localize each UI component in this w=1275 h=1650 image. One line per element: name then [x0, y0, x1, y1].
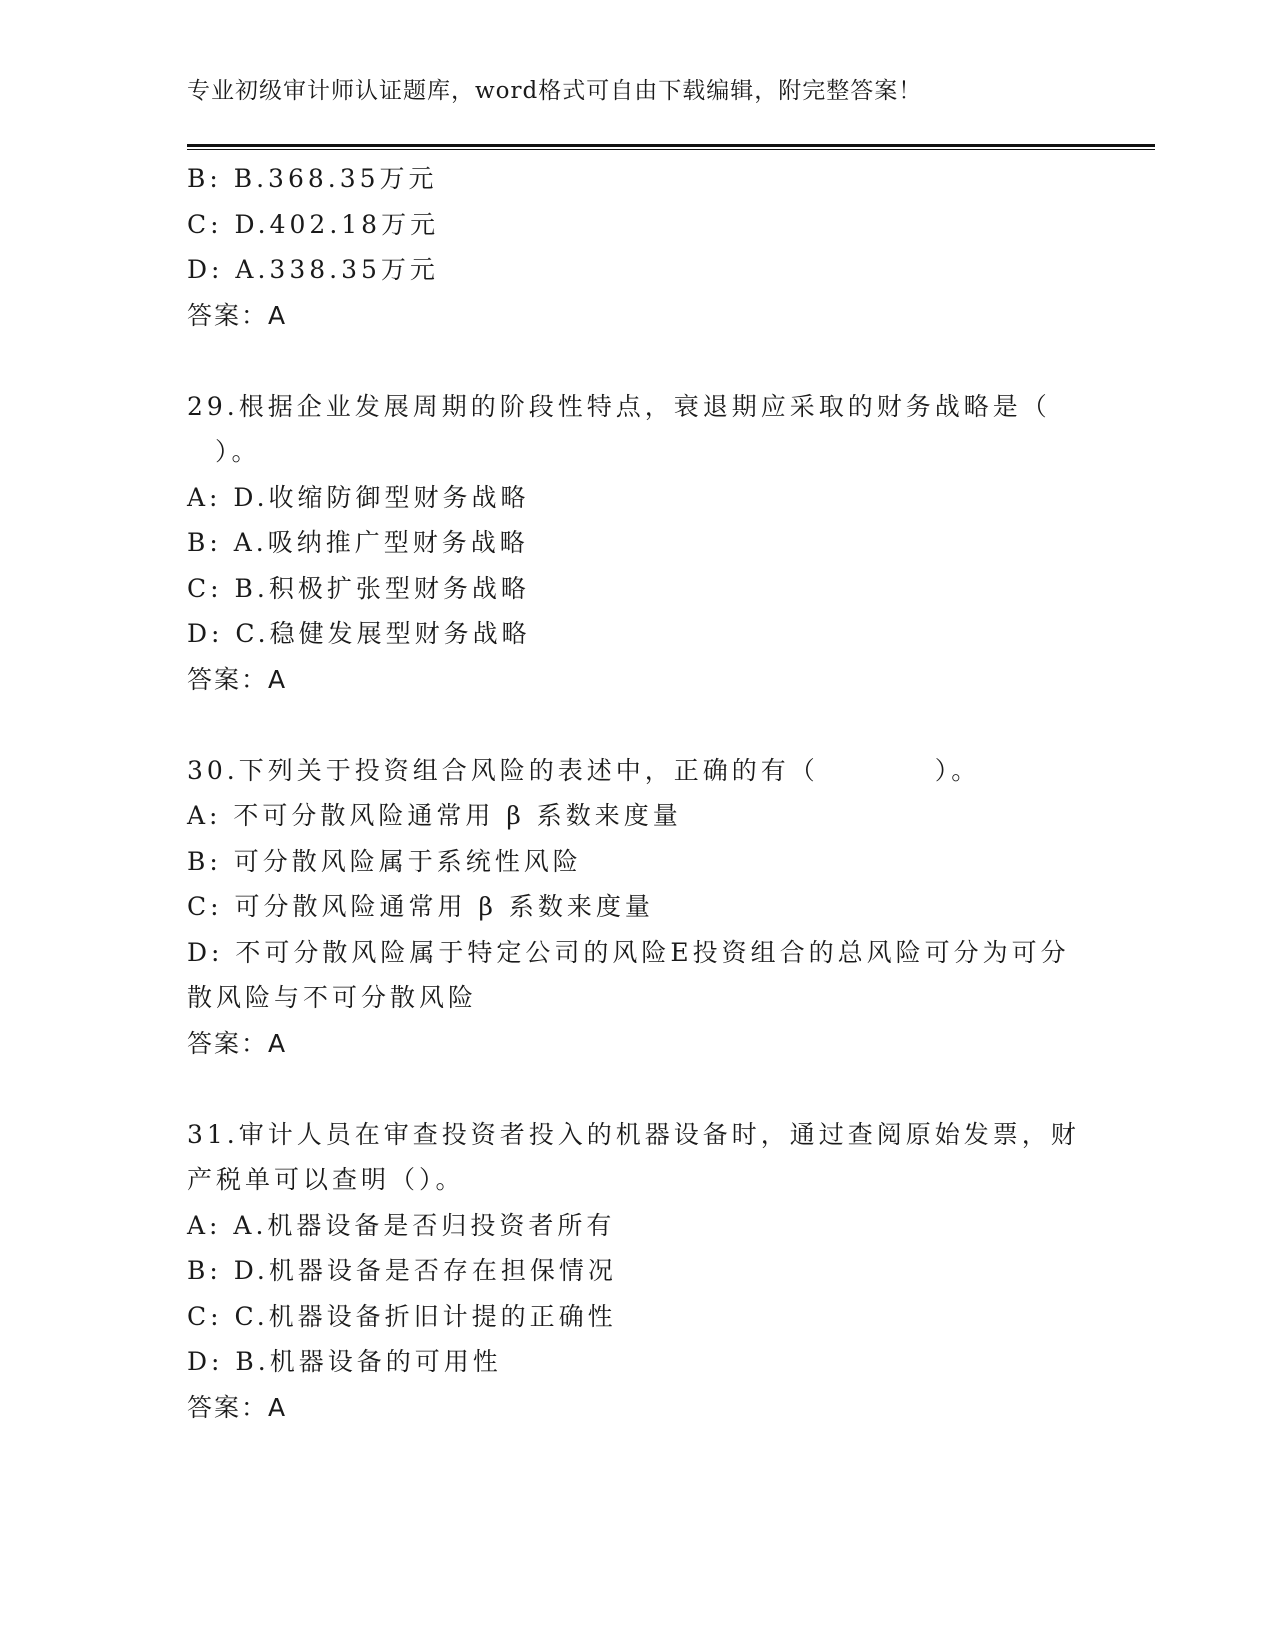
- option-line: C: 可分散风险通常用 β 系数来度量: [187, 892, 654, 921]
- question-stem: 31.审计人员在审查投资者投入的机器设备时，通过查阅原始发票，财: [187, 1119, 1080, 1149]
- answer-line: 答案：A: [187, 300, 288, 330]
- block-gap: [187, 338, 1087, 384]
- question-content: [187, 156, 1087, 1430]
- answer-line: 答案：A: [187, 664, 288, 694]
- question-block-30: [187, 748, 1087, 1067]
- block-gap: [187, 702, 1087, 748]
- option-line: A: 不可分散风险通常用 β 系数来度量: [187, 801, 682, 830]
- option-line: D: B.机器设备的可用性: [187, 1347, 502, 1376]
- option-line: A: A.机器设备是否归投资者所有: [187, 1210, 616, 1240]
- question-block-31: [187, 1112, 1087, 1431]
- question-stem: 29.根据企业发展周期的阶段性特点，衰退期应采取的财务战略是（: [187, 391, 1051, 421]
- option-line: C: C.机器设备折旧计提的正确性: [187, 1301, 617, 1331]
- option-line: B: B.368.35万元: [187, 164, 438, 193]
- option-line: C: D.402.18万元: [187, 209, 440, 239]
- question-stem-continued: ）。: [215, 437, 261, 466]
- option-line: C: B.积极扩张型财务战略: [187, 573, 530, 603]
- question-block-28: [187, 156, 1087, 338]
- page-header: 专业初级审计师认证题库，word格式可自由下载编辑，附完整答案！: [187, 78, 923, 104]
- question-stem: 30.下列关于投资组合风险的表述中，正确的有（ ）。: [187, 755, 981, 785]
- option-line: A: D.收缩防御型财务战略: [187, 482, 530, 512]
- question-block-29: [187, 384, 1087, 703]
- header-rule-thin: [187, 149, 1155, 150]
- block-gap: [187, 1066, 1087, 1112]
- option-line: B: D.机器设备是否存在担保情况: [187, 1256, 617, 1285]
- option-line: B: 可分散风险属于系统性风险: [187, 846, 582, 876]
- answer-line: 答案：A: [187, 1392, 288, 1422]
- option-line: B: A.吸纳推广型财务战略: [187, 528, 529, 557]
- option-line: D: 不可分散风险属于特定公司的风险E投资组合的总风险可分为可分: [187, 937, 1070, 967]
- header-rule-thick: [187, 144, 1155, 147]
- option-line-continued: 散风险与不可分散风险: [187, 983, 478, 1012]
- answer-line: 答案：A: [187, 1028, 288, 1058]
- option-line: D: C.稳健发展型财务战略: [187, 619, 531, 648]
- question-stem-continued: 产税单可以查明（）。: [187, 1165, 465, 1194]
- option-line: D: A.338.35万元: [187, 255, 439, 284]
